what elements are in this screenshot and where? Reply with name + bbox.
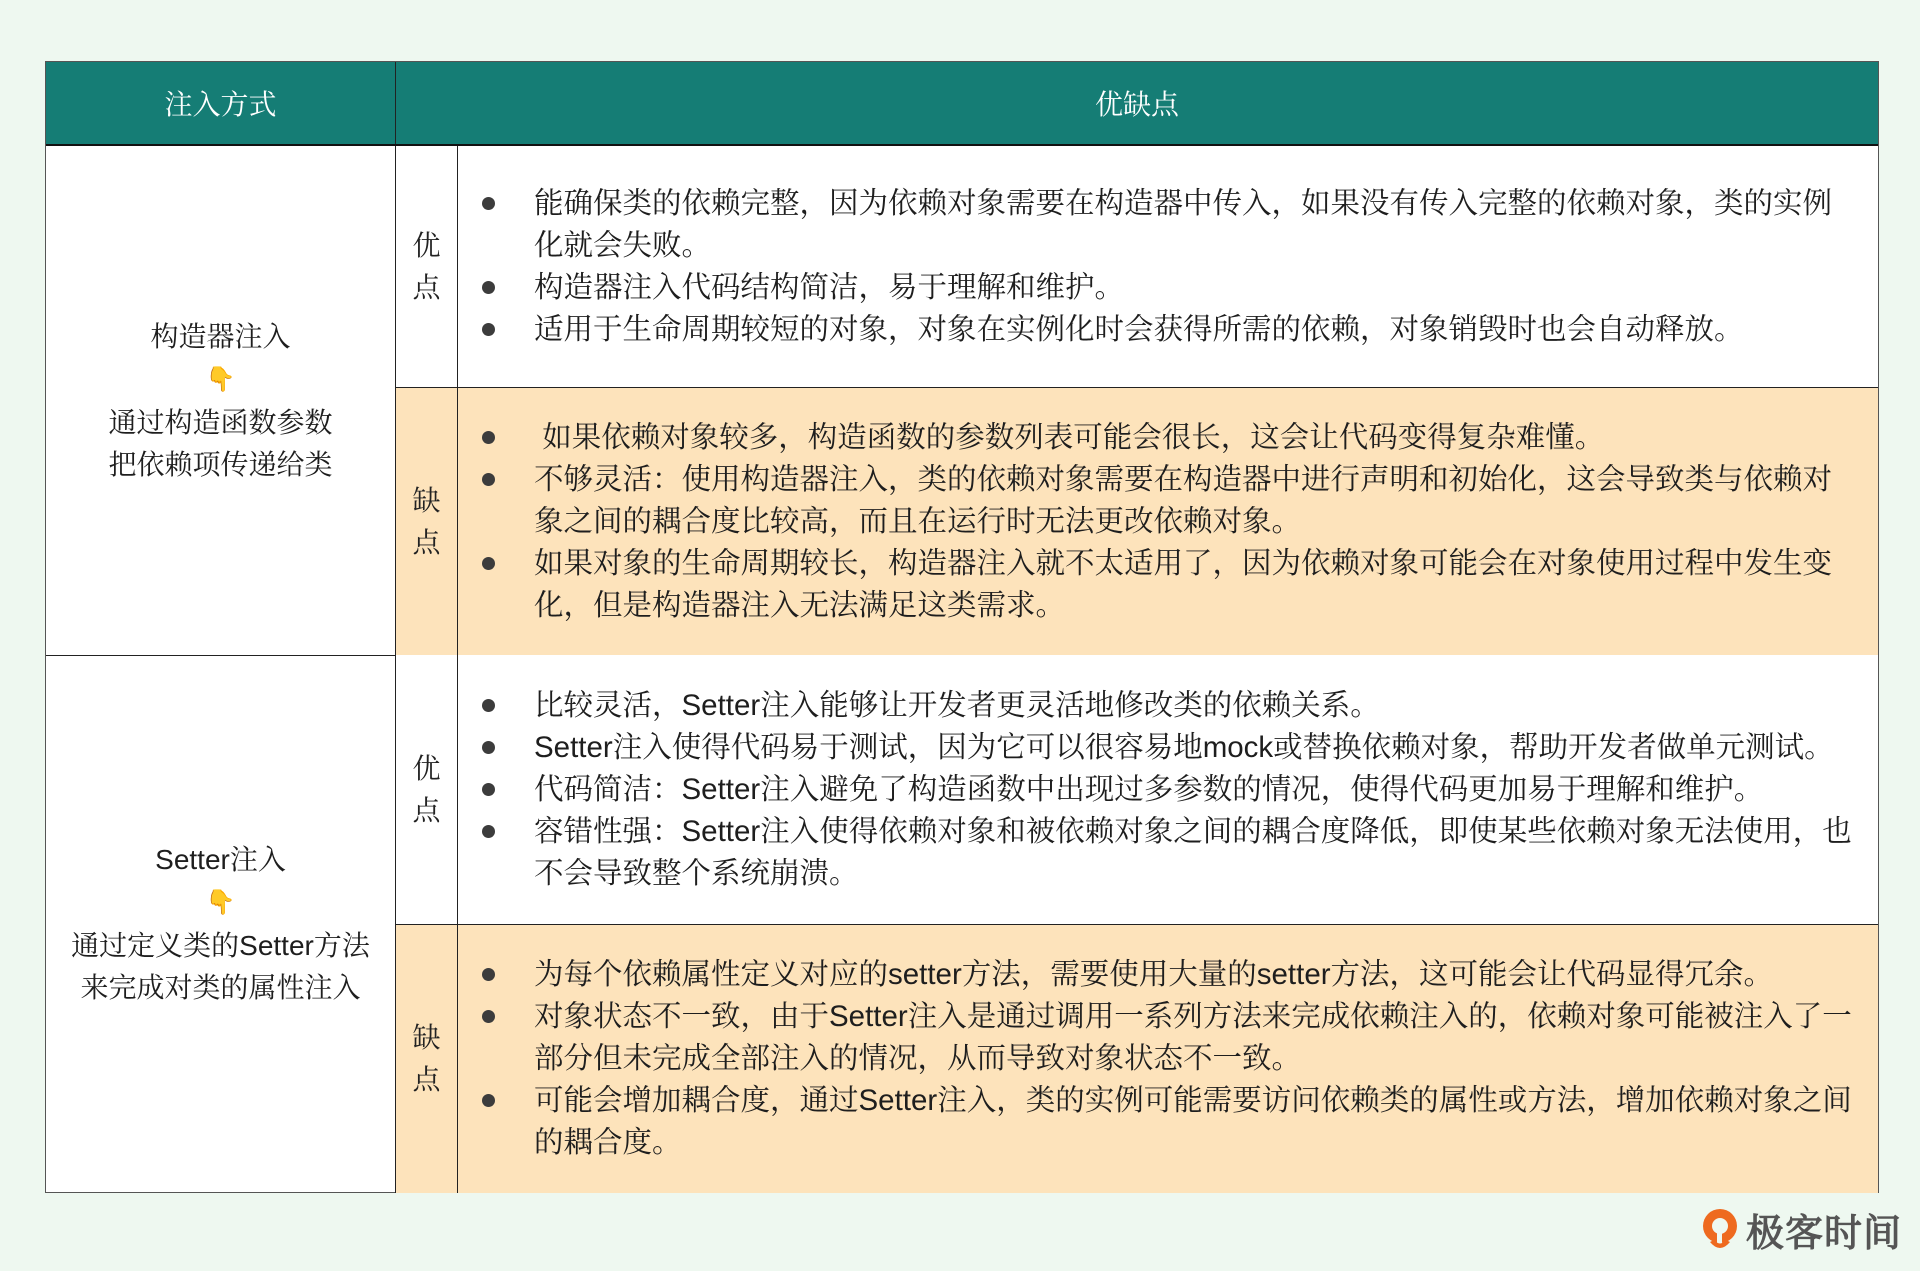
header-injection-method: 注入方式: [46, 62, 396, 144]
method-desc-line: 通过构造函数参数: [108, 406, 333, 438]
advantages-list: [458, 146, 1878, 387]
geekbang-logo: [1700, 1204, 1902, 1254]
method-desc-line: 来完成对类的属性注入: [80, 972, 361, 1003]
label-char: 缺: [412, 484, 441, 516]
pointing-down-icon: 👇: [205, 365, 236, 393]
method-desc-line: 把依赖项传递给类: [108, 448, 333, 480]
item-text: 容错性强：Setter注入使得依赖对象和被依赖对象之间的耦合度降低，即使某些依赖对象无法使用，也不会导致整个系统崩溃。: [534, 814, 1852, 890]
disadvantages-cell: [396, 924, 1878, 1193]
disadvantages-list: [458, 925, 1878, 1193]
item-text: Setter注入使得代码易于测试，因为它可以很容易地mock或替换依赖对象，帮助开发者做单元测试。: [534, 730, 1834, 764]
bullet-icon: [482, 825, 495, 838]
label-char: 优: [412, 752, 441, 784]
label-char: 缺: [412, 1022, 441, 1053]
item-text: 能确保类的依赖完整，因为依赖对象需要在构造器中传入，如果没有传入完整的依赖对象，类的实例化就会失败。: [534, 186, 1833, 262]
method-desc-line: 通过定义类的Setter方法: [71, 930, 370, 961]
bullet-icon: [482, 197, 495, 210]
list-item: [458, 727, 1860, 769]
item-text: 如果依赖对象较多，构造函数的参数列表可能会很长，这会让代码变得复杂难懂。: [534, 420, 1605, 454]
disadvantages-label: [396, 388, 458, 655]
list-item: [458, 769, 1860, 811]
list-item: [458, 267, 1860, 309]
bullet-icon: [482, 783, 495, 796]
bullet-icon: [482, 1094, 495, 1107]
item-text: 比较灵活，Setter注入能够让开发者更灵活地修改类的依赖关系。: [534, 688, 1380, 722]
bullet-icon: [482, 323, 495, 336]
disadvantages-cell: [396, 387, 1878, 655]
method-name: 构造器注入: [150, 320, 291, 352]
label-char: 优: [412, 229, 441, 261]
bullet-icon: [482, 741, 495, 754]
injection-comparison-table: [45, 61, 1879, 1193]
disadvantages-list: [458, 388, 1878, 655]
list-item: [458, 996, 1860, 1080]
advantages-cell: [396, 655, 1878, 924]
bullet-icon: [482, 431, 495, 444]
bullet-icon: [482, 473, 495, 486]
advantages-cell: [396, 146, 1878, 387]
pointing-down-icon: 👇: [205, 889, 236, 916]
list-item: [458, 954, 1860, 996]
list-item: [458, 183, 1860, 267]
disadvantages-label: [396, 925, 458, 1193]
item-text: 为每个依赖属性定义对应的setter方法，需要使用大量的setter方法，这可能会让代码显得冗余。: [534, 958, 1774, 991]
list-item: [458, 811, 1860, 895]
row-constructor-injection: [46, 146, 1878, 656]
label-char: 点: [412, 1064, 441, 1095]
advantages-label: [396, 655, 458, 924]
list-item: [458, 1080, 1860, 1164]
advantages-label: [396, 146, 458, 387]
label-char: 点: [412, 794, 441, 826]
item-text: 对象状态不一致，由于Setter注入是通过调用一系列方法来完成依赖注入的，依赖对象可能被注入了一部分但未完成全部注入的情况，从而导致对象状态不一致。: [534, 1000, 1852, 1075]
header-pros-cons: 优缺点: [1094, 89, 1179, 120]
label-char: 点: [412, 526, 441, 558]
item-text: 如果对象的生命周期较长，构造器注入就不太适用了，因为依赖对象可能会在对象使用过程中发生变化，但是构造器注入无法满足这类需求。: [534, 546, 1833, 622]
label-char: 点: [412, 271, 441, 303]
list-item: [458, 543, 1860, 627]
geekbang-logo-icon: [1700, 1206, 1740, 1252]
row-setter-injection: [46, 655, 1878, 1193]
method-name: Setter注入: [155, 844, 286, 875]
table-header: [46, 62, 1878, 146]
bullet-icon: [482, 968, 495, 981]
geekbang-logo-text: 极客时间: [1746, 1212, 1903, 1255]
bullet-icon: [482, 557, 495, 570]
item-text: 不够灵活：使用构造器注入，类的依赖对象需要在构造器中进行声明和初始化，这会导致类与依赖对象之间的耦合度比较高，而且在运行时无法更改依赖对象。: [534, 462, 1833, 538]
method-cell: [46, 655, 396, 1193]
bullet-icon: [482, 281, 495, 294]
list-item: [458, 685, 1860, 727]
list-item: [458, 459, 1860, 543]
list-item: [458, 309, 1860, 351]
bullet-icon: [482, 1010, 495, 1023]
bullet-icon: [482, 699, 495, 712]
item-text: 代码简洁：Setter注入避免了构造函数中出现过多参数的情况，使得代码更加易于理解和维护。: [534, 772, 1764, 806]
method-cell: [46, 146, 396, 655]
advantages-list: [458, 655, 1878, 924]
item-text: 构造器注入代码结构简洁，易于理解和维护。: [534, 270, 1125, 304]
item-text: 可能会增加耦合度，通过Setter注入，类的实例可能需要访问依赖类的属性或方法，增加依赖对象之间的耦合度。: [534, 1084, 1852, 1159]
item-text: 适用于生命周期较短的对象，对象在实例化时会获得所需的依赖，对象销毁时也会自动释放。: [534, 312, 1744, 346]
list-item: [458, 417, 1860, 459]
